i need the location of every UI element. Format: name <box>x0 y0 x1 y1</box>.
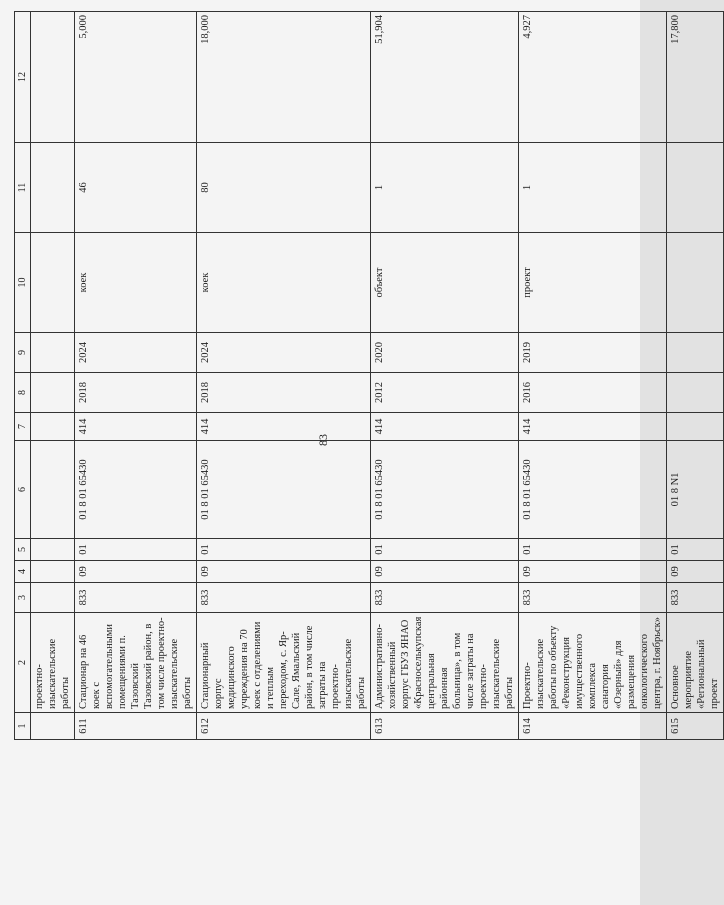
header-cell: 8 <box>15 373 31 413</box>
col11-value: 46 <box>75 143 197 233</box>
col10-value: объект <box>371 233 519 333</box>
row-number: 612 <box>197 713 371 740</box>
col5-value: 01 <box>519 539 667 561</box>
object-name: Основное мероприятие «Региональный проект <box>667 613 724 713</box>
col9-value: 2019 <box>519 333 667 373</box>
col7-value: 414 <box>197 413 371 441</box>
col10-value: коек <box>75 233 197 333</box>
header-cell: 5 <box>15 539 31 561</box>
table-row <box>371 12 519 740</box>
col12-value: 4,927 <box>519 12 667 143</box>
header-cell: 7 <box>15 413 31 441</box>
continuation-row <box>31 12 75 740</box>
continuation-text: проектно-изыскательские работы <box>31 613 75 713</box>
col11-value: 80 <box>197 143 371 233</box>
header-cell: 4 <box>15 561 31 583</box>
page-number: 83 <box>316 434 330 446</box>
col9-value: 2024 <box>197 333 371 373</box>
header-cell: 12 <box>15 12 31 143</box>
row-number: 611 <box>75 713 197 740</box>
object-name: Административно-хозяйственный корпус ГБУЗ ЯНАО «Красноселькупская центральная районная больница», в том числе затраты на проектно-изыскательские работы <box>371 613 519 713</box>
col4-value: 09 <box>75 561 197 583</box>
col11-value <box>667 143 724 233</box>
col6-value: 01 8 01 65430 <box>519 441 667 539</box>
table-row <box>75 12 197 740</box>
row-number: 614 <box>519 713 667 740</box>
col12-value: 18,000 <box>197 12 371 143</box>
budget-table <box>14 11 724 740</box>
col4-value: 09 <box>197 561 371 583</box>
col11-value: 1 <box>371 143 519 233</box>
col9-value <box>667 333 724 373</box>
header-cell: 6 <box>15 441 31 539</box>
col7-value: 414 <box>519 413 667 441</box>
row-number: 613 <box>371 713 519 740</box>
col10-value: проект <box>519 233 667 333</box>
col4-value: 09 <box>667 561 724 583</box>
object-name: Проектно-изыскательские работы по объекту «Реконструкция имущественного комплекса санатория «Озерный» для размещения онкологического центра, г. Ноябрьск» <box>519 613 667 713</box>
col5-value: 01 <box>75 539 197 561</box>
col6-value: 01 8 01 65430 <box>75 441 197 539</box>
col5-value: 01 <box>197 539 371 561</box>
object-name: Стационарный корпус медицинского учреждения на 70 коек с отделениями и теплым переходом, с. Яр-Сале, Ямальский район, в том числе затраты на проектно-изыскательские работы <box>197 613 371 713</box>
col3-value: 833 <box>667 583 724 613</box>
table-row <box>519 12 667 740</box>
col11-value: 1 <box>519 143 667 233</box>
col8-value: 2016 <box>519 373 667 413</box>
table-row <box>667 12 724 740</box>
col5-value: 01 <box>371 539 519 561</box>
table-row <box>197 12 371 740</box>
col6-value: 01 8 N1 <box>667 441 724 539</box>
header-cell: 3 <box>15 583 31 613</box>
col9-value: 2024 <box>75 333 197 373</box>
col8-value: 2018 <box>75 373 197 413</box>
col8-value: 2018 <box>197 373 371 413</box>
header-cell: 10 <box>15 233 31 333</box>
col6-value: 01 8 01 65430 <box>371 441 519 539</box>
col3-value: 833 <box>197 583 371 613</box>
col12-value: 5,000 <box>75 12 197 143</box>
col4-value: 09 <box>371 561 519 583</box>
table-header-row <box>15 12 31 740</box>
col6-value: 01 8 01 65430 <box>197 441 371 539</box>
object-name: Стационар на 46 коек с вспомогательными помещениями п. Тазовский Тазовский район, в том числе проектно-изыскательские работы <box>75 613 197 713</box>
col8-value <box>667 373 724 413</box>
col10-value <box>667 233 724 333</box>
col7-value: 414 <box>371 413 519 441</box>
header-cell: 11 <box>15 143 31 233</box>
col7-value: 414 <box>75 413 197 441</box>
col8-value: 2012 <box>371 373 519 413</box>
col3-value: 833 <box>371 583 519 613</box>
header-cell: 9 <box>15 333 31 373</box>
header-cell: 2 <box>15 613 31 713</box>
col3-value: 833 <box>75 583 197 613</box>
col7-value <box>667 413 724 441</box>
header-cell: 1 <box>15 713 31 740</box>
col5-value: 01 <box>667 539 724 561</box>
col4-value: 09 <box>519 561 667 583</box>
col12-value: 17,800 <box>667 12 724 143</box>
col12-value: 51,904 <box>371 12 519 143</box>
col10-value: коек <box>197 233 371 333</box>
col3-value: 833 <box>519 583 667 613</box>
row-number: 615 <box>667 713 724 740</box>
col9-value: 2020 <box>371 333 519 373</box>
